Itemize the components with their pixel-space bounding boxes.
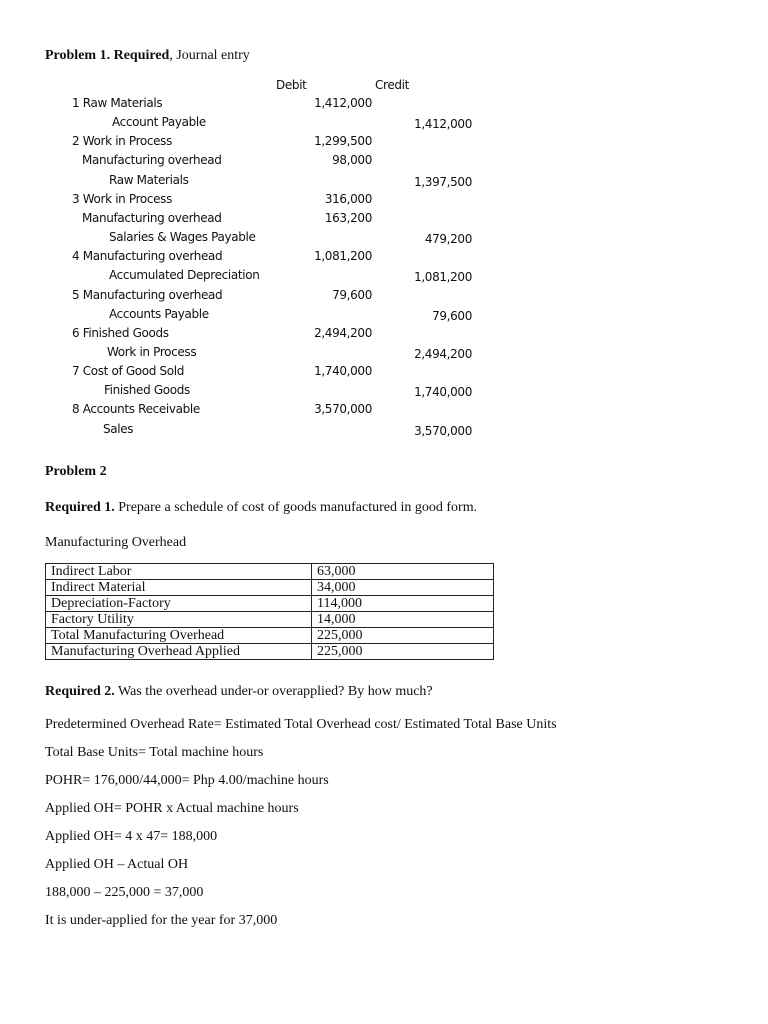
journal-debit-amount: 79,600 — [332, 288, 372, 302]
problem1-heading — [45, 48, 250, 64]
journal-credit-amount: 3,570,000 — [414, 424, 472, 438]
journal-debit-amount: 1,412,000 — [314, 96, 372, 110]
overhead-item-value: 225,000 — [312, 644, 494, 660]
table-row — [46, 612, 494, 628]
journal-account-label: Account Payable — [112, 115, 206, 129]
journal-debit-amount: 3,570,000 — [314, 402, 372, 416]
calculation-line: Applied OH= POHR x Actual machine hours — [45, 801, 299, 816]
journal-account-label: Sales — [103, 422, 134, 436]
journal-credit-amount: 79,600 — [432, 309, 472, 323]
table-row — [46, 596, 494, 612]
required1-line — [45, 500, 477, 516]
journal-debit-amount: 1,081,200 — [314, 249, 372, 263]
journal-debit-amount: 163,200 — [324, 211, 372, 225]
overhead-item-label: Factory Utility — [46, 612, 312, 628]
calculation-line: POHR= 176,000/44,000= Php 4.00/machine hours — [45, 773, 329, 788]
journal-credit-amount: 1,412,000 — [414, 117, 472, 131]
journal-account-label: 3 Work in Process — [72, 192, 172, 206]
journal-account-label: Accounts Payable — [109, 307, 209, 321]
journal-account-label: 4 Manufacturing overhead — [72, 249, 223, 263]
journal-debit-amount: 316,000 — [324, 192, 372, 206]
journal-account-label: 2 Work in Process — [72, 134, 172, 148]
table-row — [46, 580, 494, 596]
calculation-line: It is under-applied for the year for 37,000 — [45, 913, 278, 928]
journal-credit-amount: 2,494,200 — [414, 347, 472, 361]
journal-account-label: Manufacturing overhead — [82, 211, 222, 225]
journal-account-label: Accumulated Depreciation — [109, 268, 260, 282]
table-row — [46, 628, 494, 644]
overhead-item-value: 114,000 — [312, 596, 494, 612]
calculation-line: Applied OH= 4 x 47= 188,000 — [45, 829, 218, 844]
calculation-line: 188,000 – 225,000 = 37,000 — [45, 885, 204, 900]
overhead-item-label: Manufacturing Overhead Applied — [46, 644, 312, 660]
problem1-title: Problem 1. — [45, 48, 111, 63]
required1-label: Required 1. — [45, 500, 115, 515]
journal-account-label: Finished Goods — [104, 383, 190, 397]
overhead-item-value: 63,000 — [312, 564, 494, 580]
journal-account-label: 1 Raw Materials — [72, 96, 163, 110]
required2-line — [45, 684, 433, 700]
calculation-line: Applied OH – Actual OH — [45, 857, 189, 872]
calculation-line: Predetermined Overhead Rate= Estimated Total Overhead cost/ Estimated Total Base Units — [45, 717, 557, 732]
overhead-item-value: 225,000 — [312, 628, 494, 644]
journal-credit-amount: 1,081,200 — [414, 270, 472, 284]
journal-account-label: Salaries & Wages Payable — [109, 230, 256, 244]
journal-account-label: Work in Process — [107, 345, 197, 359]
journal-credit-amount: 1,397,500 — [414, 175, 472, 189]
journal-account-label: Manufacturing overhead — [82, 153, 222, 167]
problem2-title: Problem 2 — [45, 464, 107, 479]
journal-credit-amount: 479,200 — [424, 232, 472, 246]
problem1-heading-rest: , Journal entry — [169, 48, 250, 63]
overhead-item-value: 34,000 — [312, 580, 494, 596]
journal-debit-amount: 98,000 — [332, 153, 372, 167]
overhead-item-label: Total Manufacturing Overhead — [46, 628, 312, 644]
moh-title: Manufacturing Overhead — [45, 535, 187, 550]
required1-text: Prepare a schedule of cost of goods manufactured in good form. — [114, 500, 478, 515]
overhead-item-label: Indirect Material — [46, 580, 312, 596]
journal-account-label: 7 Cost of Good Sold — [72, 364, 184, 378]
journal-account-label: 6 Finished Goods — [72, 326, 169, 340]
journal-debit-amount: 1,299,500 — [314, 134, 372, 148]
journal-debit-amount: 1,740,000 — [314, 364, 372, 378]
required2-text: Was the overhead under-or overapplied? By how much? — [114, 684, 433, 699]
calculation-line: Total Base Units= Total machine hours — [45, 745, 264, 760]
problem1-required: Required — [113, 48, 170, 63]
journal-debit-amount: 2,494,200 — [314, 326, 372, 340]
journal-credit-amount: 1,740,000 — [414, 385, 472, 399]
table-row — [46, 644, 494, 660]
overhead-item-label: Indirect Labor — [46, 564, 312, 580]
debit-column-header: Debit — [276, 78, 307, 92]
overhead-item-label: Depreciation-Factory — [46, 596, 312, 612]
required2-label: Required 2. — [45, 684, 115, 699]
table-row — [46, 564, 494, 580]
journal-account-label: 5 Manufacturing overhead — [72, 288, 223, 302]
overhead-item-value: 14,000 — [312, 612, 494, 628]
journal-account-label: 8 Accounts Receivable — [72, 402, 200, 416]
problem2-heading — [45, 464, 107, 480]
journal-account-label: Raw Materials — [109, 173, 189, 187]
credit-column-header: Credit — [375, 78, 409, 92]
manufacturing-overhead-table — [45, 563, 494, 660]
